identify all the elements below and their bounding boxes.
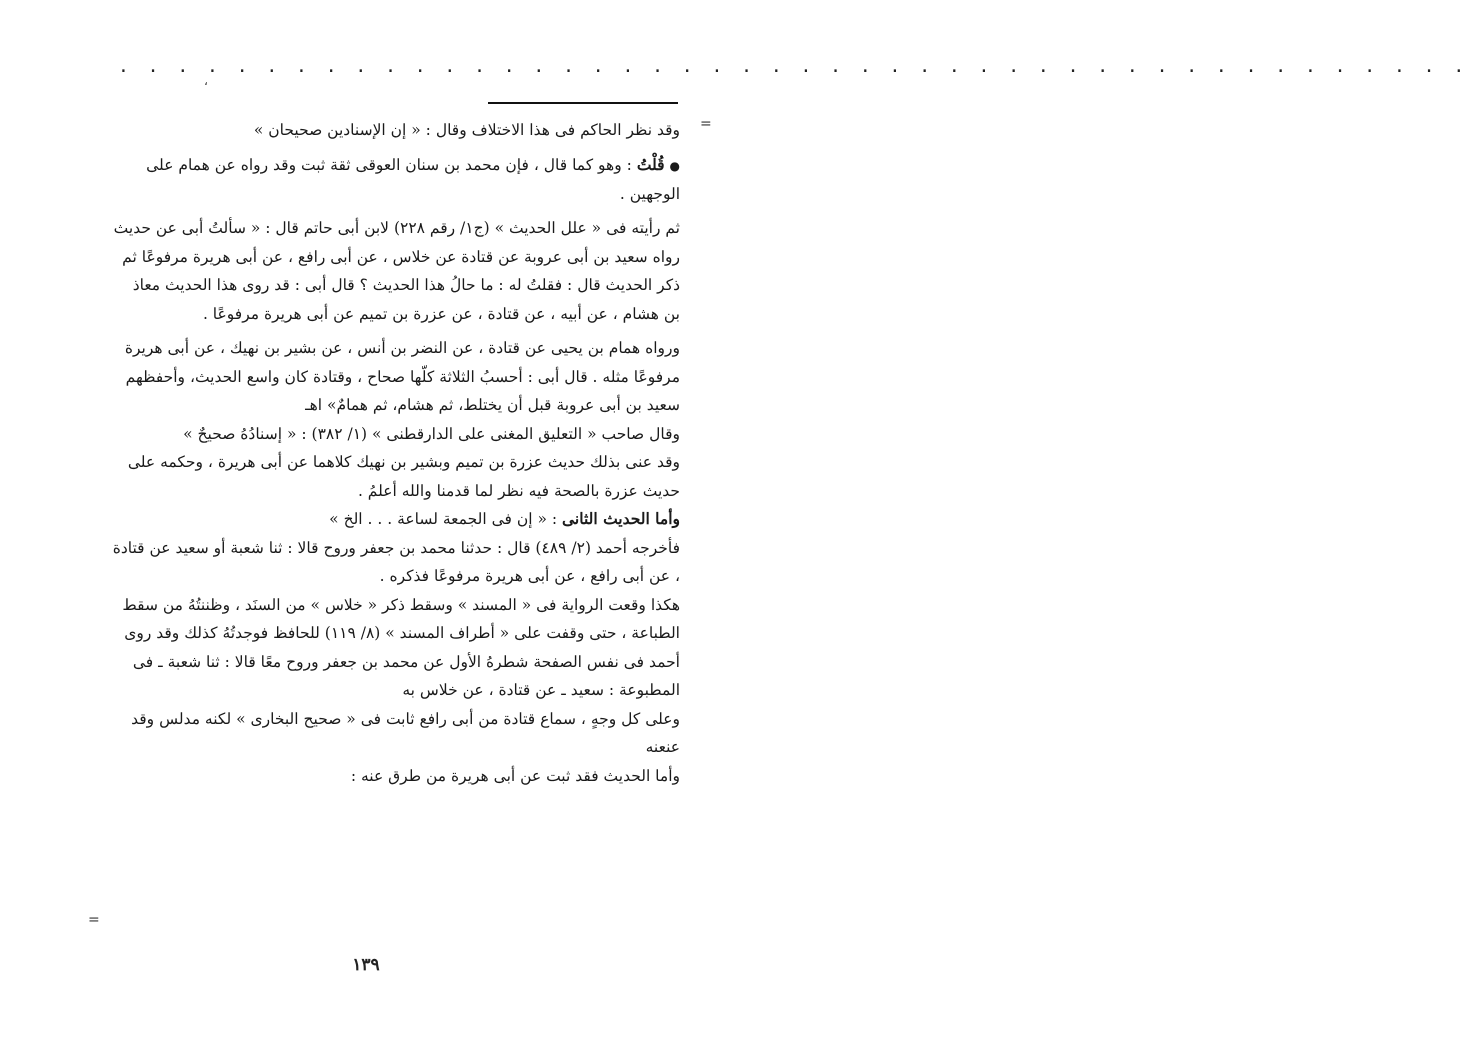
paragraph-musnad: هكذا وقعت الرواية فى « المسند » وسقط ذكر « خلاس » من السنَد ، وظننتُهُ من سقط الطباعة ، حتى وقفت على « أطراف المسند » (٨/ ١١٩) للحافظ فوجدتُهُ كذلك وقد روى أحمد فى نفس الصفحة شطرهُ الأول عن محمد بن جعفر وروح معًا قالا : ثنا شعبة ـ فى المطبوعة : سعيد ـ عن قتادة ، عن خلاس به xyxy=(122,595,680,700)
paragraph-ahmad: فأخرجه أحمد (٢/ ٤٨٩) قال : حدثنا محمد بن جعفر وروح قالا : ثنا شعبة أو سعيد عن قتادة ، عن أبى رافع ، عن أبى هريرة مرفوعًا فذكره . xyxy=(112,538,680,586)
paragraph-hakim: وقد نظر الحاكم فى هذا الاختلاف وقال : « إن الإسنادين صحيحان » xyxy=(253,121,680,139)
qultu-text: : وهو كما قال ، فإن محمد بن سنان العوقى ثقة ثبت وقد رواه عن همام على الوجهين . xyxy=(146,155,680,203)
header-small-mark: ، xyxy=(204,74,208,88)
second-hadith-text: : « إن فى الجمعة لساعة . . . الخ » xyxy=(329,510,558,529)
paragraph-second-hadith xyxy=(112,505,680,534)
second-hadith-lead: وأما الحديث الثانى xyxy=(562,509,680,529)
qultu-lead: قُلْتُ xyxy=(636,154,665,174)
paragraph-turuq: وأما الحديث فقد ثبت عن أبى هريرة من طرق عنه : xyxy=(350,766,680,785)
paragraph-sama: وعلى كل وجهٍ ، سماع قتادة من أبى رافع ثابت فى « صحيح البخارى » لكنه مدلس وقد عنعنه xyxy=(131,709,680,757)
body-text xyxy=(112,116,680,790)
page-number: ١٣٩ xyxy=(352,955,380,975)
footnote-separator-rule xyxy=(488,102,678,104)
margin-mark-left: = xyxy=(88,912,100,928)
paragraph-ilal: ثم رأيته فى « علل الحديث » (ج١/ رقم ٢٢٨) لابن أبى حاتم قال : « سألتُ أبى عن حديث رواه سعيد بن أبى عروبة عن قتادة عن خلاس ، عن أبى رافع ، عن أبى هريرة مرفوعًا ثم ذكر الحديث قال : فقلتُ له : ما حالُ هذا الحديث ؟ قال أبى : قد روى هذا الحديث معاذ بن هشام ، عن أبيه ، عن قتادة ، عن عزرة بن تميم عن أبى هريرة مرفوعًا . xyxy=(113,219,680,323)
paragraph-qultu xyxy=(112,151,680,209)
margin-mark-right: = xyxy=(700,116,712,132)
paragraph-hammam: ورواه همام بن يحيى عن قتادة ، عن النضر بن أنس ، عن بشير بن نهيك ، عن أبى هريرة مرفوعًا مثله . قال أبى : أحسبُ الثلاثة كلّها صحاح ، وقتادة كان واسع الحديث، وأحفظهم سعيد بن أبى عروبة قبل أن يختلط، ثم هشام، ثم همامٌ» اهـ xyxy=(124,339,680,415)
header-dotted-line: . . . . . . . . . . . . . . . . . . . . . . . . . . . . . . . . . . . . . . . . . . . . . . xyxy=(118,56,1468,77)
paragraph-azra: وقد عنى بذلك حديث عزرة بن تميم وبشير بن نهيك كلاهما عن أبى هريرة ، وحكمه على حديث عزرة بالصحة فيه نظر لما قدمنا والله أعلمُ . xyxy=(127,453,680,500)
paragraph-taliq: وقال صاحب « التعليق المغنى على الدارقطنى » (١/ ٣٨٢) : « إسنادُهُ صحيحٌ » xyxy=(183,424,680,443)
bullet-icon: ● xyxy=(669,158,680,173)
